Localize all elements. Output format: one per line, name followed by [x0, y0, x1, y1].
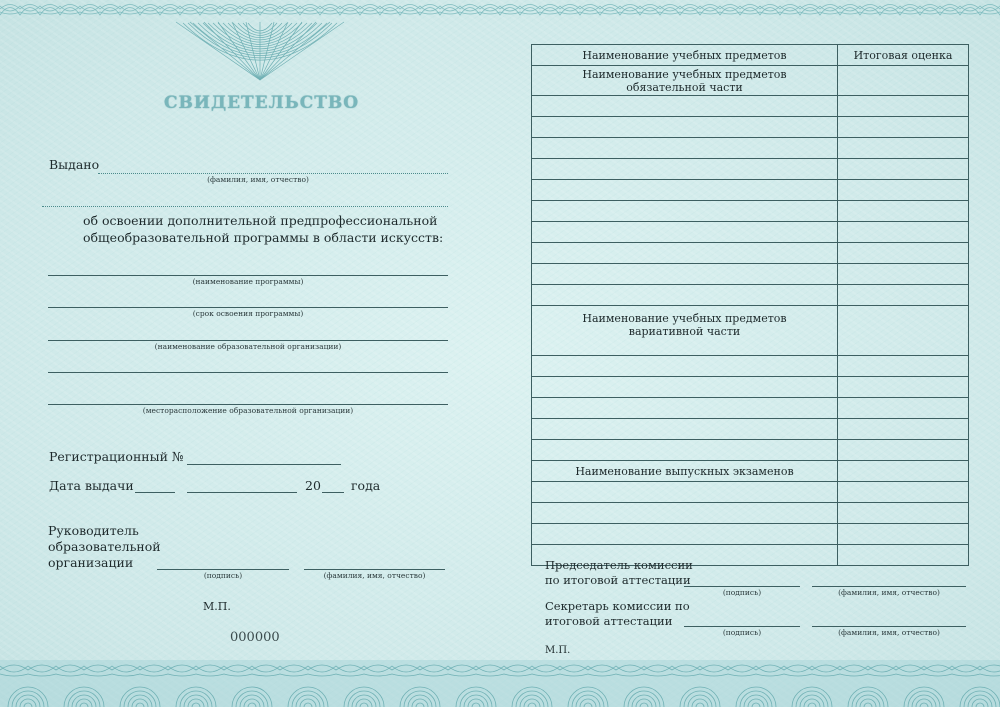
section-mandatory-row	[532, 66, 969, 96]
section-exams-cell: Наименование выпускных экзаменов	[532, 461, 838, 482]
top-ornament-border	[0, 0, 1000, 18]
table-row	[532, 398, 969, 419]
subject-cell[interactable]	[532, 440, 838, 461]
subject-cell[interactable]	[532, 419, 838, 440]
subject-cell[interactable]	[532, 503, 838, 524]
grade-cell[interactable]	[838, 306, 969, 356]
head-name-line[interactable]	[304, 569, 445, 570]
year-suffix: года	[351, 478, 381, 493]
seal-label: М.П.	[203, 600, 231, 613]
rosette-ornament	[160, 18, 360, 88]
section-mandatory-cell	[532, 66, 838, 96]
subject-cell[interactable]	[532, 180, 838, 201]
certificate-number: 000000	[230, 630, 280, 645]
grade-cell[interactable]	[838, 180, 969, 201]
date-year-line[interactable]	[322, 492, 344, 493]
year-prefix: 20	[305, 478, 321, 493]
grade-cell[interactable]	[838, 440, 969, 461]
table-row	[532, 222, 969, 243]
table-row	[532, 377, 969, 398]
grade-cell[interactable]	[838, 482, 969, 503]
grade-cell[interactable]	[838, 117, 969, 138]
chair-signature-line[interactable]	[684, 586, 800, 587]
section-variative-cell	[532, 306, 838, 356]
chair-label-1: Председатель комиссии	[545, 558, 693, 572]
subject-cell[interactable]	[532, 524, 838, 545]
subject-cell[interactable]	[532, 264, 838, 285]
issued-label: Выдано	[49, 157, 100, 172]
head-label-2: образовательной	[48, 539, 161, 554]
table-row	[532, 503, 969, 524]
date-month-line[interactable]	[187, 492, 297, 493]
secretary-label-2: итоговой аттестации	[545, 614, 673, 628]
commission-seal-label: М.П.	[545, 645, 571, 656]
head-label-3: организации	[48, 555, 134, 570]
secretary-signature-caption: (подпись)	[722, 628, 762, 637]
certificate-title: СВИДЕТЕЛЬСТВО	[164, 93, 360, 113]
table-row	[532, 180, 969, 201]
subject-cell[interactable]	[532, 138, 838, 159]
head-signature-line[interactable]	[157, 569, 289, 570]
secretary-label-1: Секретарь комиссии по	[545, 599, 690, 613]
table-row	[532, 482, 969, 503]
secretary-name-caption: (фамилия, имя, отчество)	[838, 628, 940, 637]
org-name-line[interactable]	[48, 340, 448, 341]
grade-cell[interactable]	[838, 96, 969, 117]
org-location-line[interactable]	[48, 404, 448, 405]
table-row	[532, 96, 969, 117]
head-name-caption: (фамилия, имя, отчество)	[323, 571, 426, 580]
grade-cell[interactable]	[838, 356, 969, 377]
issued-name-line-2[interactable]	[42, 206, 448, 207]
subject-cell[interactable]	[532, 159, 838, 180]
chair-signature-caption: (подпись)	[722, 588, 762, 597]
grade-cell[interactable]	[838, 545, 969, 566]
subject-cell[interactable]	[532, 222, 838, 243]
section-mandatory-line-2: обязательной части	[626, 81, 743, 94]
table-row	[532, 138, 969, 159]
location-caption: (месторасположение образовательной организации)	[142, 406, 354, 415]
grade-cell[interactable]	[838, 503, 969, 524]
table-row	[532, 524, 969, 545]
program-caption: (наименование программы)	[192, 277, 304, 286]
registration-label: Регистрационный №	[49, 449, 184, 464]
subject-cell[interactable]	[532, 398, 838, 419]
grade-cell[interactable]	[838, 461, 969, 482]
issued-name-line[interactable]	[98, 173, 448, 174]
table-row	[532, 264, 969, 285]
section-variative-line-2: вариативной части	[628, 325, 741, 338]
section-mandatory-line-1: Наименование учебных предметов	[582, 68, 787, 81]
grade-cell[interactable]	[838, 377, 969, 398]
subject-cell[interactable]	[532, 285, 838, 306]
table-header-row	[532, 45, 969, 66]
section-exams-row	[532, 461, 969, 482]
table-row	[532, 117, 969, 138]
org-caption: (наименование образовательной организации)	[154, 342, 342, 351]
program-text-2: общеобразовательной программы в области искусств:	[83, 230, 444, 245]
col-subjects-header: Наименование учебных предметов	[532, 45, 838, 66]
chair-name-line[interactable]	[812, 586, 966, 587]
grade-cell[interactable]	[838, 138, 969, 159]
grade-cell[interactable]	[838, 201, 969, 222]
date-label: Дата выдачи	[49, 478, 134, 493]
table-row	[532, 159, 969, 180]
chair-label-2: по итоговой аттестации	[545, 573, 691, 587]
table-row	[532, 419, 969, 440]
subject-cell[interactable]	[532, 117, 838, 138]
table-row	[532, 356, 969, 377]
chair-name-caption: (фамилия, имя, отчество)	[838, 588, 940, 597]
table-row	[532, 201, 969, 222]
subject-cell[interactable]	[532, 482, 838, 503]
bottom-ornament-border	[0, 660, 1000, 707]
grade-cell[interactable]	[838, 264, 969, 285]
section-variative-row	[532, 306, 969, 356]
subject-cell[interactable]	[532, 243, 838, 264]
program-term-line[interactable]	[48, 307, 448, 308]
table-row	[532, 243, 969, 264]
program-name-line[interactable]	[48, 275, 448, 276]
subject-cell[interactable]	[532, 377, 838, 398]
grade-cell[interactable]	[838, 66, 969, 96]
registration-number-line[interactable]	[187, 464, 341, 465]
head-signature-caption: (подпись)	[203, 571, 243, 580]
col-grade-header: Итоговая оценка	[838, 45, 969, 66]
secretary-signature-line[interactable]	[684, 626, 800, 627]
subject-cell[interactable]	[532, 356, 838, 377]
term-caption: (срок освоения программы)	[192, 309, 304, 318]
subject-cell[interactable]	[532, 96, 838, 117]
grade-cell[interactable]	[838, 419, 969, 440]
program-text-1: об освоении дополнительной предпрофессиональной	[83, 213, 438, 228]
grade-cell[interactable]	[838, 524, 969, 545]
date-day-line[interactable]	[135, 492, 175, 493]
subject-cell[interactable]	[532, 201, 838, 222]
table-row	[532, 285, 969, 306]
grade-cell[interactable]	[838, 243, 969, 264]
org-name-line-2[interactable]	[48, 372, 448, 373]
head-label-1: Руководитель	[48, 523, 139, 538]
grade-cell[interactable]	[838, 159, 969, 180]
table-row	[532, 440, 969, 461]
grades-table	[531, 44, 969, 566]
issued-caption: (фамилия, имя, отчество)	[207, 175, 309, 184]
secretary-name-line[interactable]	[812, 626, 966, 627]
section-variative-line-1: Наименование учебных предметов	[582, 312, 787, 325]
grade-cell[interactable]	[838, 285, 969, 306]
grade-cell[interactable]	[838, 222, 969, 243]
grade-cell[interactable]	[838, 398, 969, 419]
